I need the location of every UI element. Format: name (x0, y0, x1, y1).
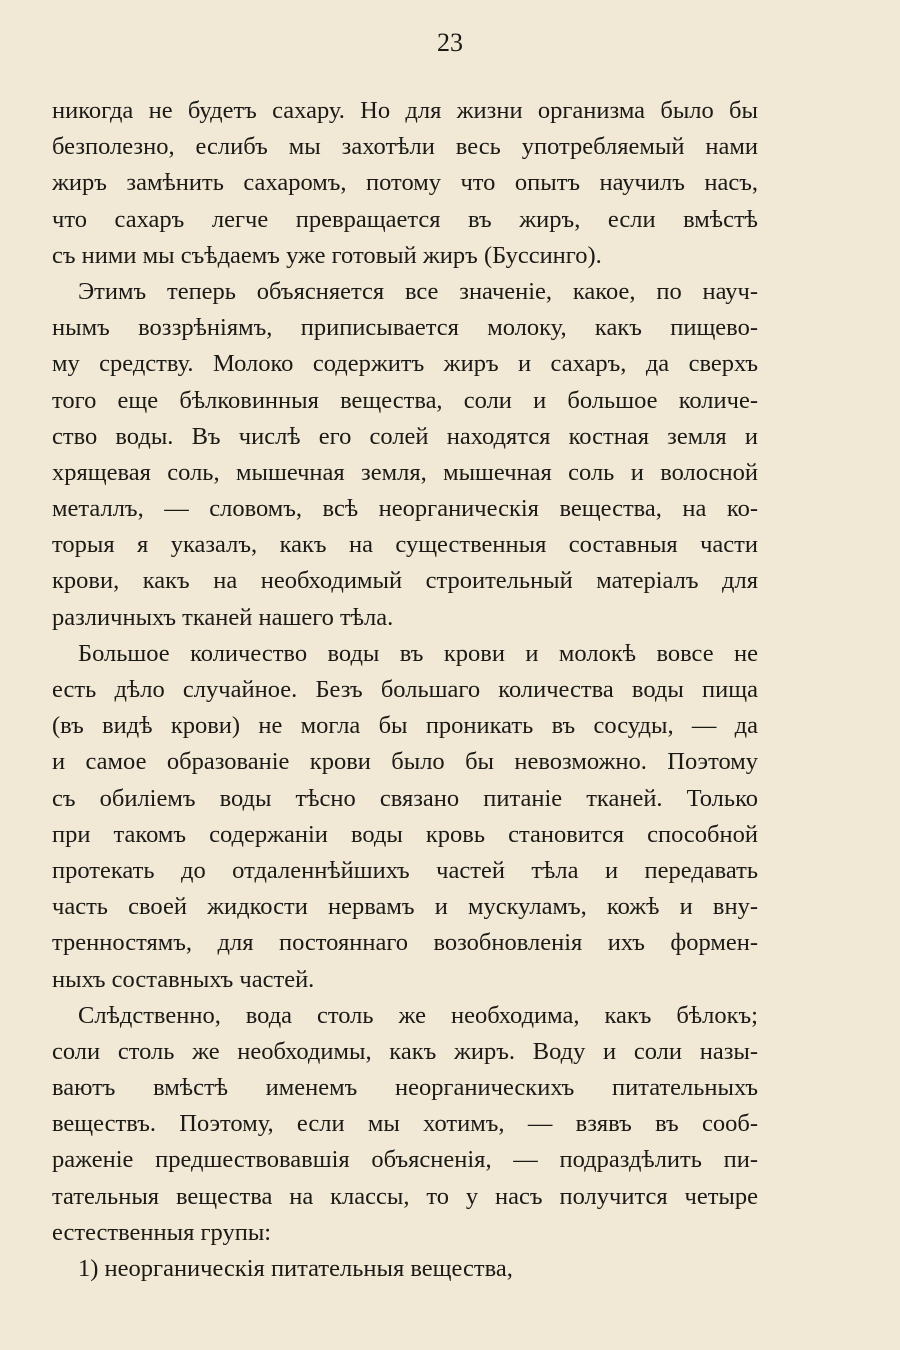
text-line: протекать до отдаленнѣйшихъ частей тѣла и передавать (52, 856, 758, 884)
text-line: ныхъ составныхъ частей. (52, 965, 315, 993)
text-line: жиръ замѣнить сахаромъ, потому что опытъ научилъ насъ, (52, 169, 758, 197)
text-line: при такомъ содержанiи воды кровь становится способной (52, 820, 758, 848)
text-line: Этимъ теперь объясняется все значенiе, какое, по науч- (78, 277, 758, 305)
text-line: 1) неорганическiя питательныя вещества, (78, 1255, 513, 1282)
text-line: веществъ. Поэтому, если мы хотимъ, — взявъ въ сооб- (52, 1110, 758, 1138)
text-line: и самое образованiе крови было бы невозможно. Поэтому (52, 748, 758, 776)
text-line: ство воды. Въ числѣ его солей находятся костная земля и (52, 422, 758, 450)
text-line: хрящевая соль, мышечная земля, мышечная соль и волосной (52, 458, 758, 486)
text-line: естественныя групы: (52, 1218, 272, 1246)
text-line: Большое количество воды въ крови и молокѣ вовсе не (78, 639, 758, 667)
paragraph (52, 93, 758, 274)
paragraph (52, 274, 758, 636)
text-line: никогда не будетъ сахару. Но для жизни организма было бы (52, 97, 758, 124)
text-line: раженiе предшествовавшiя объясненiя, — подраздѣлить пи- (52, 1146, 758, 1174)
text-line: ваютъ вмѣстѣ именемъ неорганическихъ питательныхъ (52, 1074, 758, 1102)
text-line: что сахаръ легче превращается въ жиръ, если вмѣстѣ (52, 205, 758, 233)
text-line: съ обилiемъ воды тѣсно связано питанiе тканей. Только (52, 784, 758, 812)
text-line: нымъ воззрѣнiямъ, приписывается молоку, какъ пищево- (52, 314, 758, 342)
text-line: му средству. Молоко содержитъ жиръ и сахаръ, да сверхъ (52, 350, 758, 378)
text-line: металлъ, — словомъ, всѣ неорганическiя вещества, на ко- (52, 495, 758, 523)
text-line: торыя я указалъ, какъ на существенныя составныя части (52, 531, 758, 559)
text-line: крови, какъ на необходимый строительный матерiалъ для (52, 567, 758, 595)
paragraph (52, 998, 758, 1251)
text-line: различныхъ тканей нашего тѣла. (52, 603, 394, 631)
paragraph (52, 636, 758, 998)
text-line: того еще бѣлковинныя вещества, соли и большое количе- (52, 386, 758, 414)
text-line: безполезно, еслибъ мы захотѣли весь употребляемый нами (52, 133, 758, 161)
text-line: Слѣдственно, вода столь же необходима, какъ бѣлокъ; (78, 1001, 758, 1029)
text-line: (въ видѣ крови) не могла бы проникать въ сосуды, — да (52, 712, 758, 740)
text-line: есть дѣло случайное. Безъ большаго количества воды пища (52, 676, 758, 703)
text-line: часть своей жидкости нервамъ и мускуламъ, кожѣ и вну- (52, 893, 758, 921)
text-line: съ ними мы съѣдаемъ уже готовый жиръ (Буссинго). (52, 241, 602, 269)
text-line: тренностямъ, для постояннаго возобновленiя ихъ формен- (52, 929, 758, 957)
text-line: соли столь же необходимы, какъ жиръ. Воду и соли назы- (52, 1037, 758, 1065)
page-number: 23 (437, 28, 463, 57)
body-text (52, 93, 758, 1287)
text-line: тательныя вещества на классы, то у насъ получится четыре (52, 1182, 758, 1210)
paragraph (52, 1251, 758, 1287)
